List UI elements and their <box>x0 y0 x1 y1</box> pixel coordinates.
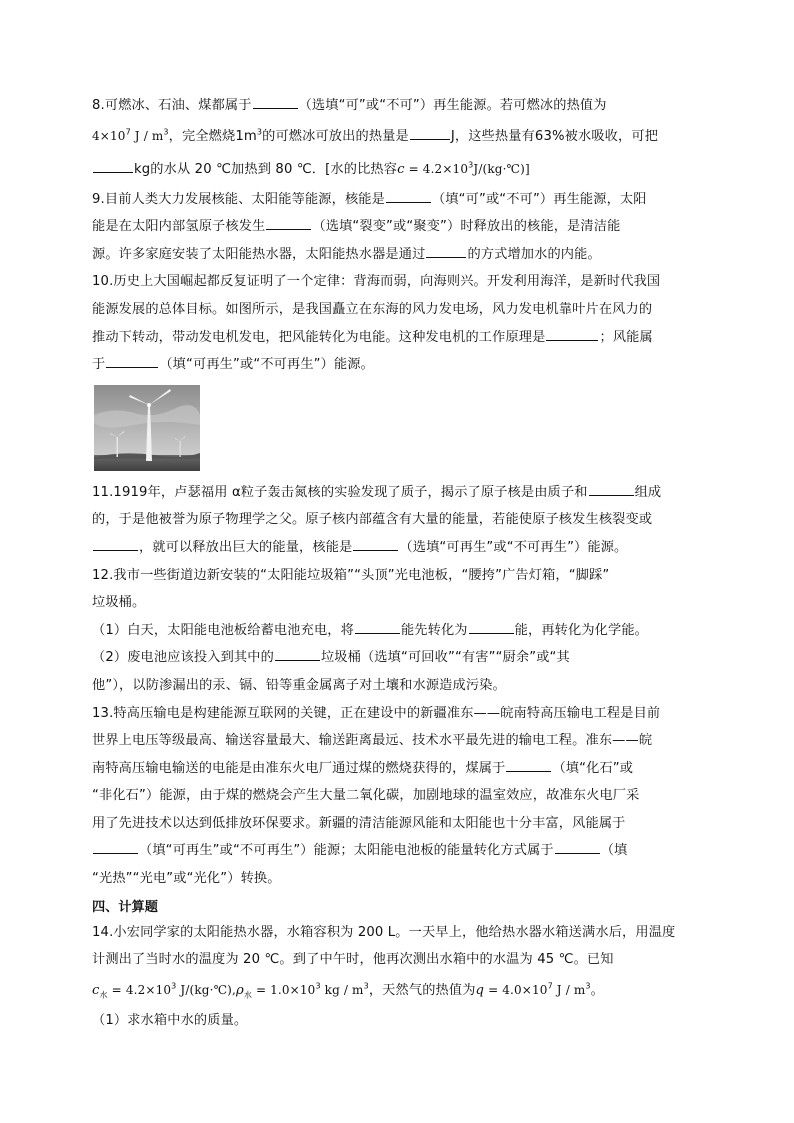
q9-line-2 <box>92 213 698 241</box>
exponent: 3 <box>468 160 474 170</box>
q14-line-4 <box>92 1007 698 1035</box>
q13-text: （填“可再生”或“不可再生”）能源；太阳能电池板的能量转化方式属于 <box>139 843 554 859</box>
answer-blank <box>253 94 298 109</box>
q11-line-1 <box>92 479 698 507</box>
q14-text: 14.小宏同学家的太阳能热水器，水箱容积为 200 L。一天早上，他给热水器水箱送满水后，用温度 <box>92 924 676 940</box>
subscript: 水 <box>99 990 108 1000</box>
q12-text: 12.我市一些街道边新安装的“太阳能垃圾箱”“头顶”光电池板，“腰挎”广告灯箱，“脚踩” <box>92 567 610 583</box>
answer-blank <box>93 839 138 854</box>
q12-line-2 <box>92 589 698 617</box>
q9-text: 的方式增加水的内能。 <box>467 246 601 262</box>
answer-blank <box>589 481 634 496</box>
q10-text: ；风能属 <box>599 329 653 345</box>
q8-math: c <box>397 161 405 177</box>
q11-line-2 <box>92 506 698 534</box>
q14-math: ρ <box>235 982 244 998</box>
answer-blank <box>353 536 398 551</box>
q12-line-1 <box>92 562 698 590</box>
q13-text: 世界上电压等级最高、输送容量最大、输送距离最远、技术水平最先进的输电工程。准东——皖 <box>92 733 653 749</box>
answer-blank <box>275 646 320 661</box>
q12-line-3 <box>92 617 698 645</box>
subscript: 水 <box>243 990 253 1000</box>
q13-line-1 <box>92 700 698 728</box>
q8-text: （选填“可”或“不可”）再生能源。若可燃冰的热值为 <box>298 98 607 113</box>
wind-turbine-photo <box>94 385 200 471</box>
q12-text: 能，再转化为化学能。 <box>514 622 649 638</box>
q13-line-4 <box>92 782 698 810</box>
q11-text: （选填“可再生”或“不可再生”）能源。 <box>399 539 628 555</box>
q8-text: 的可燃冰可放出的热量是 <box>262 128 409 144</box>
q12-text: （2）废电池应该投入到其中的 <box>92 650 274 666</box>
q14-line-3 <box>92 974 698 1007</box>
q10-text: 能源发展的总体目标。如图所示，是我国矗立在东海的风力发电场，风力发电机靠叶片在风力的 <box>92 301 653 317</box>
q8-line-3 <box>92 153 698 186</box>
answer-blank <box>93 158 133 173</box>
q9-text: 能是在太阳内部氢原子核发生 <box>92 219 266 235</box>
q10-line-2 <box>92 296 698 324</box>
q14-math: c <box>92 982 100 998</box>
q13-line-2 <box>92 727 698 755</box>
exponent: 3 <box>585 981 591 991</box>
q14-line-2 <box>92 946 698 974</box>
q13-text: 用了先进技术以达到低排放环保要求。新疆的清洁能源风能和太阳能也十分丰富，风能属于 <box>92 815 626 831</box>
answer-blank <box>469 619 514 634</box>
answer-blank <box>506 757 551 772</box>
q13-text: “非化石”）能源，由于煤的燃烧会产生大量二氧化碳，加剧地球的温室效应，故准东火电厂采 <box>92 788 640 804</box>
q13-line-3 <box>92 755 698 783</box>
q10-text: 于 <box>92 357 106 373</box>
q9-text: 9.目前人类大力发展核能、太阳能等能源，核能是 <box>92 191 385 207</box>
q13-line-5 <box>92 810 698 838</box>
q14-math: = 4.2×10 <box>107 982 172 997</box>
q14-text: ，天然气的热值为 <box>368 982 476 998</box>
q14-text: （1）求水箱中水的质量。 <box>92 1012 248 1028</box>
q10-line-1 <box>92 268 698 296</box>
answer-blank <box>93 536 138 551</box>
q10-text: （填“可再生”或“不可再生”）能源。 <box>159 357 374 373</box>
answer-blank <box>555 839 600 854</box>
q13-line-6 <box>92 837 698 865</box>
wind-turbine-image <box>94 385 200 471</box>
q11-text: 的，于是他被誉为原子物理学之父。原子核内部蕴含有大量的能量，若能使原子核发生核裂变或 <box>92 512 653 528</box>
answer-blank <box>266 215 311 230</box>
q13-text: 13.特高压输电是构建能源互联网的关键，正在建设中的新疆准东——皖南特高压输电工程是目前 <box>92 705 661 721</box>
q12-line-4 <box>92 644 698 672</box>
q9-text: 源。许多家庭安装了太阳能热水器，太阳能热水器是通过 <box>92 246 426 262</box>
q12-text: 能先转化为 <box>400 622 468 638</box>
q8-math: = 4.2×10 <box>404 161 469 176</box>
q10-text: 推动下转动，带动发电机发电，把风能转化为电能。这种发电机的工作原理是 <box>92 329 546 345</box>
q14-math: = 4.0×10 <box>484 982 548 997</box>
q10-text: 10.历史上大国崛起都反复证明了一个定律：背海而弱，向海则兴。开发利用海洋，是新时代我国 <box>92 274 661 290</box>
q11-text: ，就可以释放出巨大的能量，核能是 <box>139 539 353 555</box>
worksheet-page <box>92 92 698 1034</box>
q9-text: （选填“裂变”或“聚变”）时释放出的核能，是清洁能 <box>312 219 621 235</box>
exponent: 7 <box>547 981 553 991</box>
exponent: 3 <box>315 981 321 991</box>
q10-line-3 <box>92 324 698 352</box>
q13-line-7 <box>92 865 698 893</box>
q9-text: （填“可”或“不可”）再生能源，太阳 <box>431 191 647 207</box>
q12-text: 垃圾桶（选填“可回收”“有害”“厨余”或“其 <box>320 650 570 666</box>
section-heading: 四、计算题 <box>92 899 158 915</box>
answer-blank <box>410 125 450 140</box>
q9-line-3 <box>92 241 698 269</box>
q8-text: kg的水从 20 ℃加热到 80 ℃．[水的比热容 <box>134 161 398 177</box>
q8-math: J/(kg·℃)] <box>473 161 530 176</box>
q14-line-1 <box>92 919 698 947</box>
q14-text: 。 <box>590 982 605 998</box>
exponent: 3 <box>256 127 263 137</box>
q14-math: J / m <box>552 982 586 997</box>
q13-text: “光热”“光电”或“光化”）转换。 <box>92 871 281 887</box>
answer-blank <box>106 353 158 368</box>
q14-math: q <box>475 982 485 998</box>
q14-math: kg / m <box>320 982 364 997</box>
q11-text: 组成 <box>634 484 662 500</box>
answer-blank <box>546 326 598 341</box>
q12-text: 他”），以防渗漏出的汞、镉、铅等重金属离子对土壤和水源造成污染。 <box>92 677 506 693</box>
q13-text: （填 <box>600 843 628 859</box>
answer-blank <box>355 619 400 634</box>
q12-text: （1）白天，太阳能电池板给蓄电池充电，将 <box>92 622 354 638</box>
q8-text: 8.可燃冰、石油、煤都属于 <box>92 98 252 113</box>
q14-text: 计测出了当时水的温度为 20 ℃。到了中午时，他再次测出水箱中的水温为 45 ℃。已知 <box>92 952 614 968</box>
q13-text: （填“化石”或 <box>552 760 634 776</box>
q9-line-1 <box>92 186 698 214</box>
q8-math: J / m <box>130 128 164 143</box>
q13-text: 南特高压输电输送的电能是由准东火电厂通过煤的燃烧获得的，煤属于 <box>92 760 506 776</box>
exponent: 7 <box>125 127 131 137</box>
q8-line-2 <box>92 120 698 153</box>
q12-line-5 <box>92 672 698 700</box>
q10-line-4 <box>92 351 698 379</box>
q14-math: J/(kg·℃), <box>176 982 236 997</box>
answer-blank <box>426 243 466 258</box>
q8-text: J，这些热量有63%被水吸收，可把 <box>450 128 659 144</box>
q11-line-3 <box>92 534 698 562</box>
exponent: 3 <box>363 981 369 991</box>
q11-text: 11.1919年，卢瑟福用 α粒子轰击氮核的实验发现了质子，揭示了原子核是由质子和 <box>92 484 588 500</box>
answer-blank <box>386 188 431 203</box>
exponent: 3 <box>163 127 169 137</box>
q12-text: 垃圾桶。 <box>92 595 146 611</box>
q8-line-1 <box>92 92 698 120</box>
exponent: 3 <box>171 981 177 991</box>
q8-text: ，完全燃烧1m <box>168 128 257 144</box>
q8-math: 4×10 <box>92 128 126 143</box>
q14-math: = 1.0×10 <box>252 982 316 997</box>
